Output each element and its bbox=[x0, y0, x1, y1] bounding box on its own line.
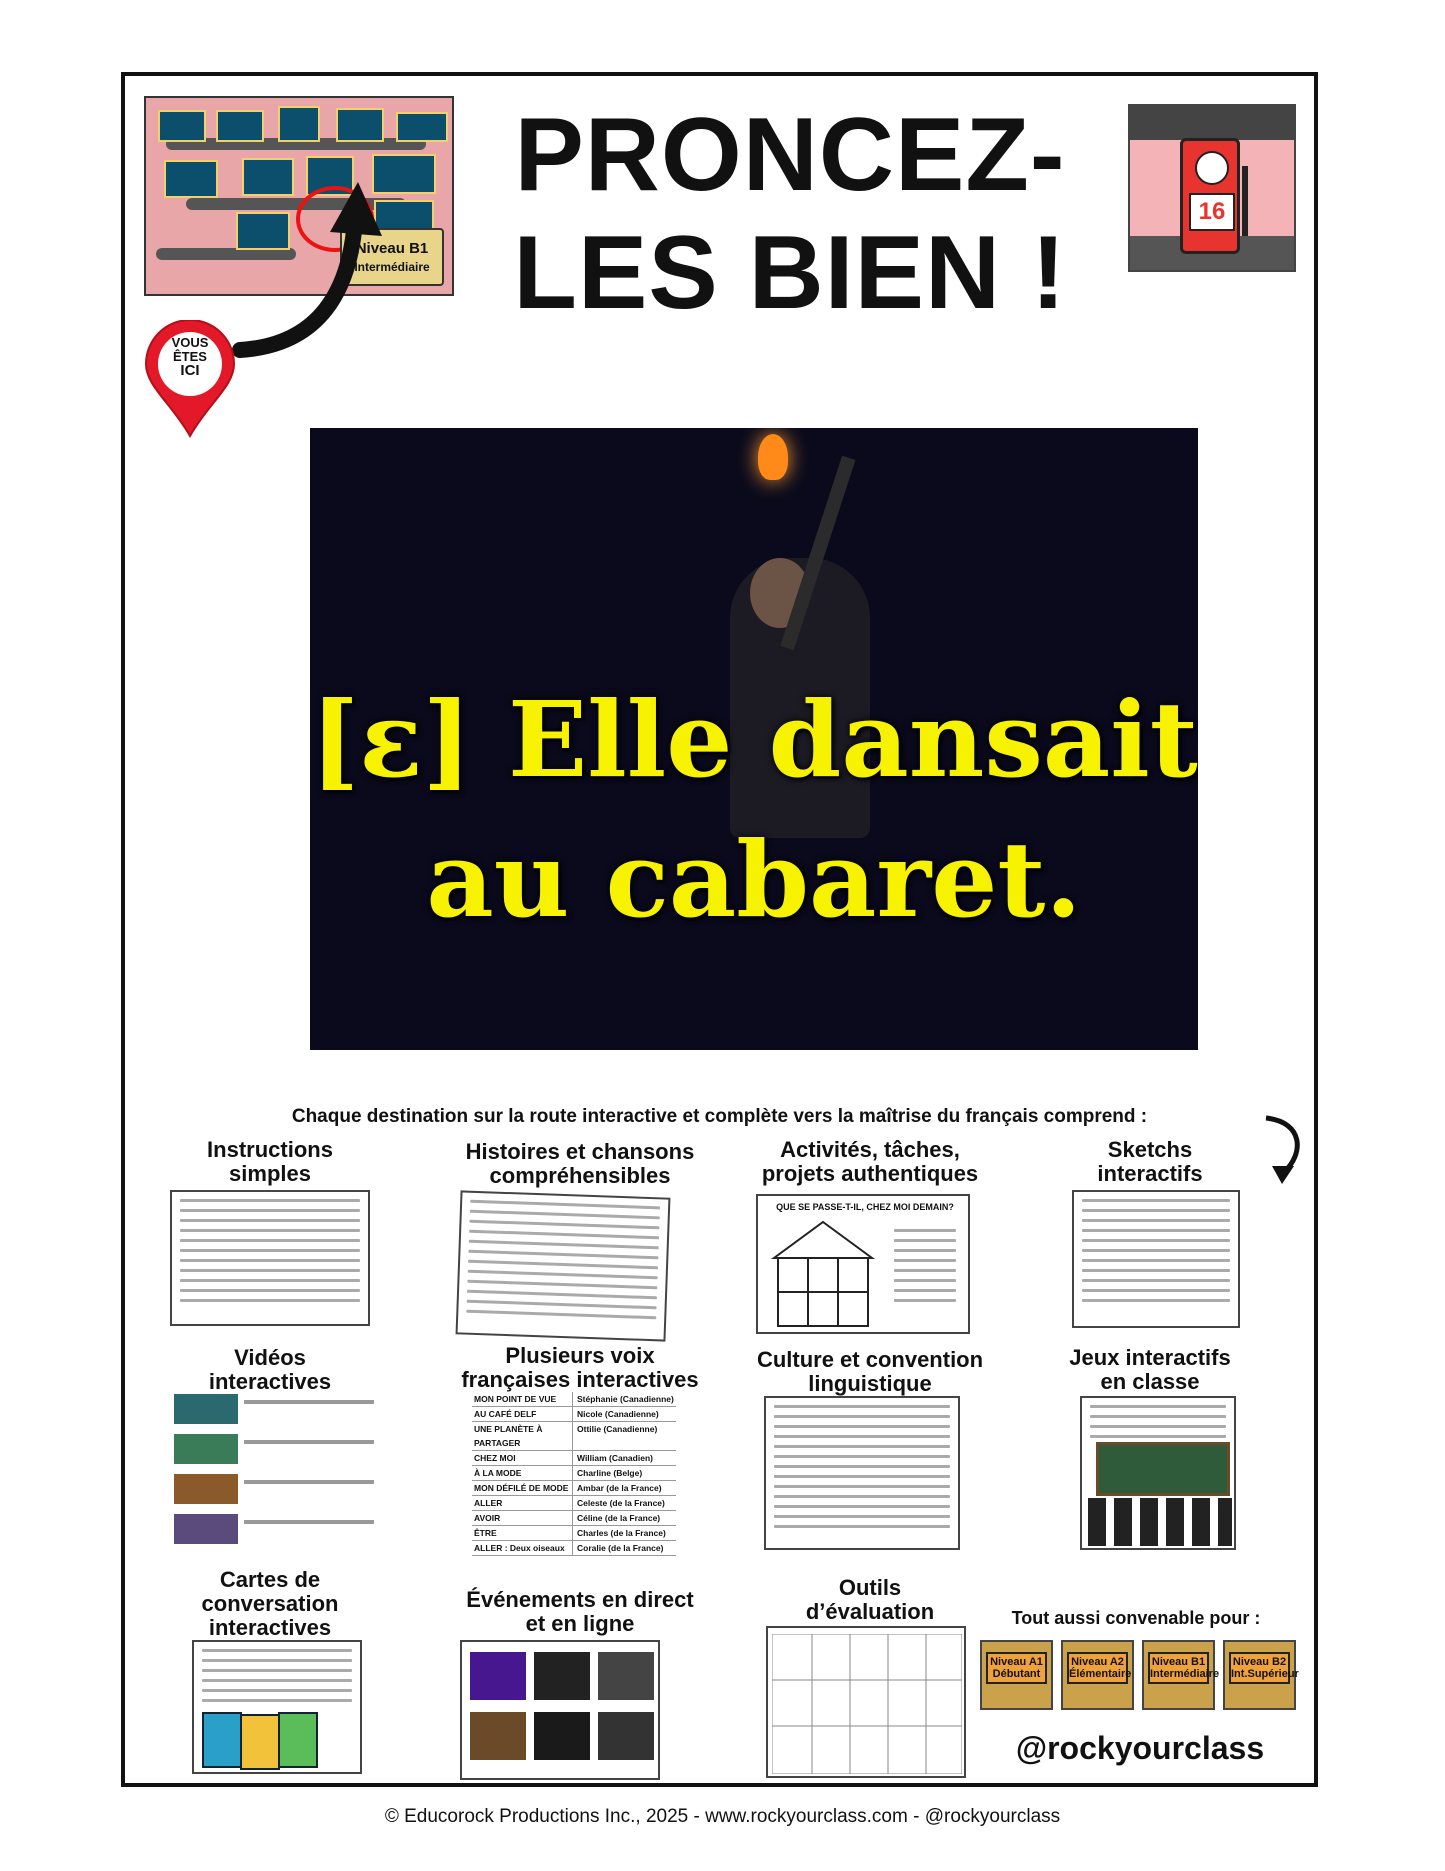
voices-lesson-cell: AVOIR bbox=[472, 1511, 573, 1525]
event-thumb bbox=[598, 1652, 654, 1700]
video-subtitle-line1: [ɛ] Elle dansait bbox=[310, 678, 1198, 801]
level-tag bbox=[1148, 1652, 1220, 1684]
sheet-culture bbox=[764, 1396, 960, 1550]
level-a2-card bbox=[1061, 1640, 1134, 1710]
voices-lesson-cell: MON POINT DE VUE bbox=[472, 1392, 573, 1406]
students-icon bbox=[1088, 1498, 1232, 1546]
voices-lesson-cell: MON DÉFILÉ DE MODE bbox=[472, 1481, 573, 1495]
level-sub: Intermédiaire bbox=[1150, 1668, 1220, 1680]
sheet-assessment bbox=[766, 1626, 966, 1778]
feature-title-line2: compréhensibles bbox=[489, 1163, 671, 1188]
feature-french-voices bbox=[415, 1344, 745, 1392]
video-thumb bbox=[174, 1474, 238, 1504]
voices-table-row bbox=[472, 1526, 676, 1541]
video-frame[interactable] bbox=[310, 428, 1198, 1050]
feature-title-line1: Outils bbox=[838, 1575, 902, 1600]
footer-copyright: © Educorock Productions Inc., 2025 - www.rockyourclass.com - @rockyourclass bbox=[384, 1806, 1061, 1827]
feature-title-line3: interactives bbox=[208, 1615, 332, 1640]
feature-title-line1: Cartes de bbox=[219, 1567, 321, 1592]
level-badge-line1: Niveau B1 bbox=[355, 240, 429, 257]
feature-title-line2: interactifs bbox=[1097, 1161, 1203, 1186]
sheet-games bbox=[1080, 1396, 1236, 1550]
map-card bbox=[336, 108, 384, 142]
feature-title-line2: françaises interactives bbox=[461, 1367, 699, 1392]
voices-table-row bbox=[472, 1511, 676, 1526]
event-thumb bbox=[470, 1652, 526, 1700]
rubric-grid bbox=[772, 1634, 962, 1774]
level-b1-card bbox=[1142, 1640, 1220, 1710]
sheet-stories bbox=[456, 1190, 671, 1341]
pump-gauge-icon bbox=[1195, 151, 1229, 185]
feature-title-line1: Culture et convention bbox=[756, 1347, 984, 1372]
pin-line1: VOUS bbox=[171, 335, 209, 350]
feature-title-line1: Événements en direct bbox=[466, 1587, 694, 1612]
feature-title-line2: linguistique bbox=[808, 1371, 932, 1396]
conversation-card-icon bbox=[278, 1712, 318, 1768]
voices-lesson-cell: CHEZ MOI bbox=[472, 1451, 573, 1465]
event-thumb bbox=[470, 1712, 526, 1760]
voices-table-row bbox=[472, 1466, 676, 1481]
sheet-sketches bbox=[1072, 1190, 1240, 1328]
sheet-instructions bbox=[170, 1190, 370, 1326]
suitable-label: Tout aussi convenable pour : bbox=[1011, 1608, 1261, 1628]
feature-title-line1: Histoires et chansons bbox=[465, 1139, 695, 1164]
level-tag bbox=[1067, 1652, 1132, 1684]
feature-title-line1: Jeux interactifs bbox=[1069, 1345, 1231, 1370]
video-thumb bbox=[174, 1434, 238, 1464]
feature-title-line1: Sketchs bbox=[1107, 1137, 1193, 1162]
video-list-preview bbox=[174, 1392, 384, 1546]
feature-interactive-videos bbox=[150, 1346, 390, 1394]
sheet-house-activity bbox=[756, 1194, 970, 1334]
voices-speaker-cell: Charles (de la France) bbox=[577, 1528, 666, 1538]
level-b2-card bbox=[1223, 1640, 1299, 1710]
video-subtitle-line2: au cabaret. bbox=[426, 818, 1082, 941]
voices-speaker-cell: Stéphanie (Canadienne) bbox=[577, 1394, 674, 1404]
voices-lesson-cell: UNE PLANÈTE À PARTAGER bbox=[472, 1422, 573, 1450]
feature-culture-convention bbox=[730, 1348, 1010, 1396]
level-sub: Débutant bbox=[992, 1668, 1041, 1680]
voices-speaker-cell: Charline (Belge) bbox=[577, 1468, 643, 1478]
feature-title-line2: en classe bbox=[1100, 1369, 1200, 1394]
voices-lesson-cell: ALLER bbox=[472, 1496, 573, 1510]
feature-title-line2: d’évaluation bbox=[805, 1599, 935, 1624]
voices-speaker-cell: Coralie (de la France) bbox=[577, 1543, 664, 1553]
curly-arrow-icon bbox=[1258, 1110, 1308, 1190]
level-tag bbox=[1229, 1652, 1299, 1684]
video-thumb bbox=[174, 1514, 238, 1544]
curved-arrow-icon bbox=[230, 170, 390, 370]
page-title bbox=[450, 96, 1130, 332]
voices-table-row bbox=[472, 1541, 676, 1556]
voices-lesson-cell: ALLER : Deux oiseaux bbox=[472, 1541, 573, 1555]
location-pin-label bbox=[160, 336, 220, 378]
level-name: Niveau B1 bbox=[1151, 1656, 1206, 1668]
level-name: Niveau A1 bbox=[990, 1656, 1043, 1668]
voices-speaker-cell: Ambar (de la France) bbox=[577, 1483, 662, 1493]
voices-speaker-cell: Céline (de la France) bbox=[577, 1513, 661, 1523]
voices-lesson-cell: AU CAFÉ DELF bbox=[472, 1407, 573, 1421]
level-a1-card bbox=[980, 1640, 1053, 1710]
conversation-card-icon bbox=[240, 1714, 280, 1770]
house-sheet-title: QUE SE PASSE-T-IL, CHEZ MOI DEMAIN? bbox=[776, 1202, 954, 1212]
title-line1: PRONCEZ- bbox=[514, 97, 1066, 213]
feature-simple-instructions bbox=[150, 1138, 390, 1186]
pump-hose bbox=[1242, 166, 1248, 236]
feature-title-line1: Plusieurs voix bbox=[505, 1343, 655, 1368]
house-icon bbox=[768, 1218, 878, 1330]
level-name: Niveau A2 bbox=[1071, 1656, 1124, 1668]
gas-pump-icon bbox=[1180, 138, 1240, 254]
feature-stories-songs bbox=[420, 1140, 740, 1188]
conversation-card-icon bbox=[202, 1712, 242, 1768]
voices-table-row bbox=[472, 1481, 676, 1496]
feature-assessment-tools bbox=[760, 1576, 980, 1624]
pin-line2: ÊTES bbox=[173, 349, 207, 364]
sheet-live-events bbox=[460, 1640, 660, 1780]
chalkboard-icon bbox=[1096, 1442, 1230, 1496]
voices-table-row bbox=[472, 1422, 676, 1451]
event-thumb bbox=[534, 1712, 590, 1760]
event-thumb bbox=[534, 1652, 590, 1700]
level-name: Niveau B2 bbox=[1232, 1656, 1287, 1668]
map-card bbox=[396, 112, 448, 142]
feature-authentic-activities bbox=[730, 1138, 1010, 1186]
pump-road bbox=[1130, 106, 1296, 140]
voices-speaker-cell: Celeste (de la France) bbox=[577, 1498, 665, 1508]
feature-conversation-cards bbox=[150, 1568, 390, 1640]
voices-lesson-cell: ÊTRE bbox=[472, 1526, 573, 1540]
level-tag bbox=[986, 1652, 1047, 1684]
voices-speaker-cell: William (Canadien) bbox=[577, 1453, 653, 1463]
voices-table-row bbox=[472, 1392, 676, 1407]
event-thumb bbox=[598, 1712, 654, 1760]
voices-speaker-cell: Nicole (Canadienne) bbox=[577, 1409, 659, 1419]
feature-title-line2: projets authentiques bbox=[761, 1161, 979, 1186]
destinations-caption: Chaque destination sur la route interactive et complète vers la maîtrise du français comprend : bbox=[291, 1106, 1148, 1127]
feature-title-line1: Instructions bbox=[207, 1137, 333, 1162]
feature-interactive-sketches bbox=[1040, 1138, 1260, 1186]
sheet-conversation-cards bbox=[192, 1640, 362, 1774]
feature-title-line1: Vidéos bbox=[234, 1345, 306, 1370]
feature-class-games bbox=[1040, 1346, 1260, 1394]
feature-title-line2: conversation bbox=[201, 1591, 339, 1616]
feature-live-events bbox=[430, 1588, 730, 1636]
voices-lesson-cell: À LA MODE bbox=[472, 1466, 573, 1480]
title-line2: LES BIEN ! bbox=[513, 215, 1067, 331]
pump-number: 16 bbox=[1189, 193, 1235, 231]
voices-speaker-cell: Ottilie (Canadienne) bbox=[577, 1424, 658, 1434]
feature-title-line2: simples bbox=[229, 1161, 311, 1186]
level-badge-line2: Intermédiaire bbox=[354, 260, 430, 274]
map-card bbox=[216, 110, 264, 142]
map-card bbox=[164, 160, 218, 198]
level-sub: Élémentaire bbox=[1069, 1668, 1132, 1680]
voices-table bbox=[472, 1392, 676, 1556]
feature-title-line2: et en ligne bbox=[525, 1611, 635, 1636]
level-sub: Int.Supérieur bbox=[1231, 1668, 1299, 1680]
voices-table-row bbox=[472, 1407, 676, 1422]
map-card bbox=[278, 106, 320, 142]
feature-title-line1: Activités, tâches, bbox=[780, 1137, 960, 1162]
social-handle: @rockyourclass bbox=[1015, 1730, 1265, 1766]
voices-table-row bbox=[472, 1451, 676, 1466]
map-card bbox=[158, 110, 206, 142]
pin-line3: ICI bbox=[180, 362, 200, 379]
video-thumb bbox=[174, 1394, 238, 1424]
voices-table-row bbox=[472, 1496, 676, 1511]
torch-flame-icon bbox=[758, 434, 788, 480]
feature-title-line2: interactives bbox=[208, 1369, 332, 1394]
gas-pump-thumbnail bbox=[1128, 104, 1296, 272]
